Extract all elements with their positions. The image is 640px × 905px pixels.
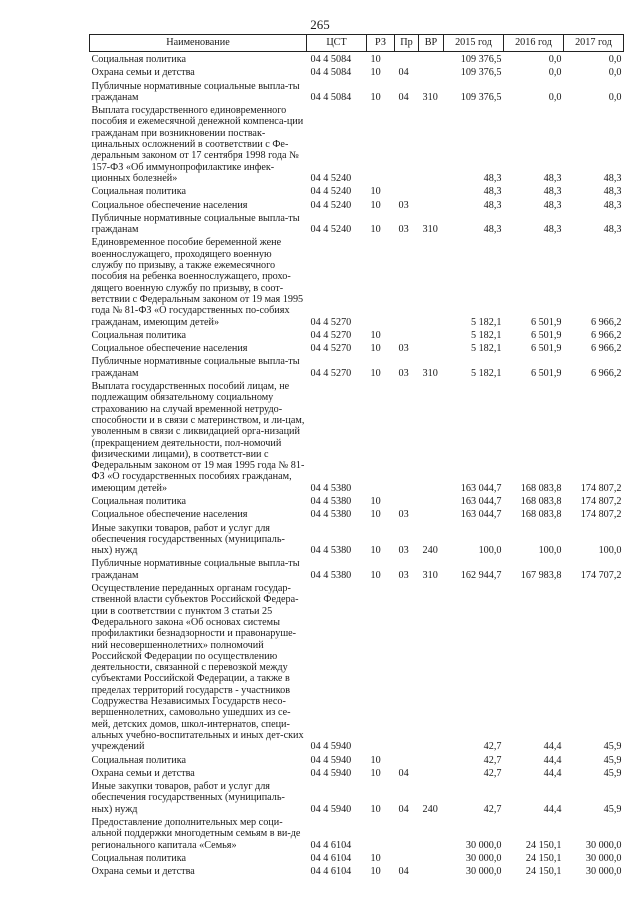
row-2015: 30 000,0 — [465, 839, 502, 851]
row-pr: 03 — [398, 545, 409, 557]
table-row — [90, 354, 624, 379]
row-cst: 04 4 5240 — [310, 172, 352, 184]
row-vr: 310 — [422, 91, 438, 103]
row-pr: 04 — [398, 803, 409, 815]
row-cst: 04 4 5240 — [310, 186, 352, 198]
row-2017: 48,3 — [603, 199, 622, 211]
row-2015: 163 044,7 — [460, 495, 502, 507]
table-row — [90, 864, 624, 877]
row-name: Выплата государственных пособий лицам, не подлежащим обязательному социальному страхованию на случай временной нетрудо-способности и в связи с материнством, и ли-цам, уволенным в связи с ликвидацией орга-низаций (прекращением деятельности, пол-номочий физическими лицами), в соответст-вии с Федеральным законом от 19 мая 1995 года № 81-ФЗ «О государственных пособиях гражданам, имеющим детей» — [91, 381, 305, 494]
row-cst: 04 4 5380 — [310, 569, 352, 581]
row-pr: 03 — [398, 199, 409, 211]
row-rz — [367, 103, 395, 184]
row-2017: 30 000,0 — [585, 866, 622, 878]
row-2016: 0,0 — [548, 91, 562, 103]
row-cst: 04 4 5270 — [310, 329, 352, 341]
row-rz: 10 — [370, 343, 381, 355]
row-2017: 30 000,0 — [585, 852, 622, 864]
row-name: Осуществление переданных органам государ-ственной власти субъектов Российской Федера-ции в соответствии с пунктом 3 статьи 25 Федерального закона «Об основах системы профилактики безнадзорности и правонаруше-ний несовершеннолетних» полномочий Российской Федерации по осуществлению деятельности, связанной с перевозкой между субъектами Российской Федерации, а также в пределах территорий государств - участников Содружества Независимых Государств несо-вершеннолетних, самовольно ушедших из се-мей, детских домов, школ-интернатов, специ-альных учебно-воспитательных и иных дет-ских учреждений — [91, 583, 304, 753]
row-2016: 24 150,1 — [525, 866, 562, 878]
row-vr — [419, 864, 444, 877]
row-cst: 04 4 6104 — [310, 852, 352, 864]
row-rz: 10 — [370, 67, 381, 79]
row-2015: 42,7 — [483, 741, 502, 753]
row-2015: 5 182,1 — [470, 329, 502, 341]
budget-table — [89, 34, 624, 877]
row-pr — [395, 328, 419, 341]
row-vr: 310 — [422, 569, 438, 581]
row-pr — [395, 103, 419, 184]
row-2015: 48,3 — [483, 186, 502, 198]
row-rz: 10 — [370, 509, 381, 521]
row-vr: 310 — [422, 224, 438, 236]
row-2015: 5 182,1 — [470, 316, 502, 328]
row-cst: 04 4 5084 — [310, 54, 352, 65]
row-cst: 04 4 5380 — [310, 509, 352, 521]
row-2016: 24 150,1 — [525, 839, 562, 851]
row-vr: 240 — [422, 545, 438, 557]
header-2015: 2015 год — [444, 35, 504, 52]
table-row — [90, 379, 624, 494]
row-name: Выплата государственного единовременного пособия и ежемесячной денежной компенса-ции гражданам при возникновении поствак-цинальных осложнений в соответствии с Фе-деральным законом от 17 сентября 1998 года № 157-ФЗ «Об иммунопрофилактике инфек-ционных болезней» — [91, 105, 304, 184]
row-pr: 03 — [398, 224, 409, 236]
row-2016: 6 501,9 — [530, 343, 562, 355]
row-name: Охрана семьи и детства — [91, 866, 195, 878]
row-cst: 04 4 5270 — [310, 367, 352, 379]
row-rz: 10 — [370, 186, 381, 198]
table-row — [90, 52, 624, 66]
row-name: Иные закупки товаров, работ и услуг для обеспечения государственных (муниципаль-ных) нужд — [91, 522, 285, 557]
row-rz: 10 — [370, 91, 381, 103]
row-2016: 6 501,9 — [530, 316, 562, 328]
row-pr — [395, 753, 419, 766]
row-pr: 04 — [398, 67, 409, 79]
row-name: Социальная политика — [91, 495, 187, 507]
header-pr: Пр — [395, 35, 419, 52]
row-2015: 163 044,7 — [460, 482, 502, 494]
table-row — [90, 103, 624, 184]
row-rz: 10 — [370, 866, 381, 878]
row-2016: 100,0 — [538, 545, 562, 557]
row-2015: 109 376,5 — [460, 91, 502, 103]
row-vr — [419, 103, 444, 184]
header-rz: РЗ — [367, 35, 395, 52]
row-pr — [395, 235, 419, 327]
row-rz: 10 — [370, 329, 381, 341]
row-2015: 5 182,1 — [470, 343, 502, 355]
row-pr — [395, 494, 419, 507]
row-rz: 10 — [370, 495, 381, 507]
table-row — [90, 79, 624, 104]
row-2015: 42,7 — [483, 754, 502, 766]
row-2015: 30 000,0 — [465, 866, 502, 878]
row-2017: 6 966,2 — [590, 329, 622, 341]
row-2016: 6 501,9 — [530, 329, 562, 341]
row-rz — [367, 815, 395, 851]
row-2017: 45,9 — [603, 741, 622, 753]
row-2016: 0,0 — [548, 67, 562, 79]
row-pr: 04 — [398, 866, 409, 878]
row-cst: 04 4 5380 — [310, 545, 352, 557]
row-rz: 10 — [370, 224, 381, 236]
row-name: Социальная политика — [91, 852, 187, 864]
page-number: 265 — [310, 17, 330, 32]
row-rz: 10 — [370, 367, 381, 379]
row-2016: 0,0 — [548, 54, 562, 65]
row-vr: 310 — [422, 367, 438, 379]
table-row — [90, 494, 624, 507]
row-pr — [395, 379, 419, 494]
row-cst: 04 4 5270 — [310, 316, 352, 328]
row-2016: 44,4 — [543, 754, 562, 766]
row-cst: 04 4 5240 — [310, 224, 352, 236]
row-2017: 174 807,2 — [580, 509, 622, 521]
row-pr — [395, 184, 419, 197]
row-cst: 04 4 5380 — [310, 482, 352, 494]
table-header-row — [90, 35, 624, 52]
row-2016: 44,4 — [543, 767, 562, 779]
row-2017: 48,3 — [603, 224, 622, 236]
row-vr — [419, 851, 444, 864]
row-2017: 0,0 — [608, 54, 622, 65]
row-name: Социальная политика — [91, 54, 187, 65]
header-2016: 2016 год — [504, 35, 564, 52]
row-name: Социальная политика — [91, 186, 187, 198]
row-cst: 04 4 5240 — [310, 199, 352, 211]
row-vr — [419, 52, 444, 66]
row-rz: 10 — [370, 199, 381, 211]
row-vr — [419, 184, 444, 197]
row-name: Социальное обеспечение населения — [91, 509, 248, 521]
row-2016: 6 501,9 — [530, 367, 562, 379]
row-vr — [419, 581, 444, 752]
table-row — [90, 235, 624, 327]
row-rz: 10 — [370, 54, 381, 65]
row-cst: 04 4 5380 — [310, 495, 352, 507]
row-name: Социальная политика — [91, 754, 187, 766]
row-name: Публичные нормативные социальные выпла-ты гражданам — [91, 80, 300, 103]
row-2017: 6 966,2 — [590, 343, 622, 355]
row-2016: 48,3 — [543, 186, 562, 198]
table-row — [90, 507, 624, 520]
header-cst: ЦСТ — [307, 35, 367, 52]
row-2017: 30 000,0 — [585, 839, 622, 851]
row-2017: 48,3 — [603, 172, 622, 184]
row-vr — [419, 507, 444, 520]
row-pr: 04 — [398, 767, 409, 779]
row-2016: 168 083,8 — [520, 509, 562, 521]
table-row — [90, 521, 624, 557]
table-row — [90, 65, 624, 78]
row-cst: 04 4 5084 — [310, 91, 352, 103]
row-2017: 48,3 — [603, 186, 622, 198]
row-rz — [367, 235, 395, 327]
row-vr — [419, 753, 444, 766]
row-2017: 0,0 — [608, 67, 622, 79]
row-cst: 04 4 6104 — [310, 839, 352, 851]
table-row — [90, 328, 624, 341]
row-2016: 168 083,8 — [520, 495, 562, 507]
row-name: Публичные нормативные социальные выпла-ты гражданам — [91, 212, 300, 236]
row-name: Охрана семьи и детства — [91, 67, 195, 79]
row-2015: 109 376,5 — [460, 54, 502, 65]
row-rz — [367, 379, 395, 494]
row-vr — [419, 341, 444, 354]
row-rz: 10 — [370, 569, 381, 581]
row-pr: 03 — [398, 367, 409, 379]
table-row — [90, 341, 624, 354]
row-pr — [395, 851, 419, 864]
row-name: Предоставление дополнительных мер соци-альной поддержки многодетным семьям в ви-де регионального капитала «Семья» — [91, 817, 301, 851]
row-rz: 10 — [370, 767, 381, 779]
header-name: Наименование — [90, 35, 307, 52]
row-2015: 5 182,1 — [470, 367, 502, 379]
row-2016: 44,4 — [543, 741, 562, 753]
row-2017: 6 966,2 — [590, 367, 622, 379]
row-2017: 174 807,2 — [580, 495, 622, 507]
row-pr: 03 — [398, 343, 409, 355]
row-vr — [419, 65, 444, 78]
row-2015: 48,3 — [483, 172, 502, 184]
table-row — [90, 198, 624, 211]
table-row — [90, 211, 624, 236]
row-2017: 6 966,2 — [590, 316, 622, 328]
row-cst: 04 4 5940 — [310, 741, 352, 753]
row-vr — [419, 379, 444, 494]
table-row — [90, 753, 624, 766]
row-2015: 100,0 — [478, 545, 502, 557]
row-name: Публичные нормативные социальные выпла-ты гражданам — [91, 558, 300, 581]
row-name: Социальное обеспечение населения — [91, 343, 248, 355]
table-row — [90, 556, 624, 581]
row-name: Публичные нормативные социальные выпла-ты гражданам — [91, 356, 300, 379]
row-2016: 48,3 — [543, 172, 562, 184]
row-vr — [419, 766, 444, 779]
row-vr — [419, 198, 444, 211]
row-2016: 44,4 — [543, 803, 562, 815]
row-pr: 03 — [398, 509, 409, 521]
row-pr: 04 — [398, 91, 409, 103]
table-row — [90, 581, 624, 752]
row-2017: 45,9 — [603, 767, 622, 779]
row-vr — [419, 494, 444, 507]
row-vr — [419, 235, 444, 327]
row-2015: 163 044,7 — [460, 509, 502, 521]
header-2017: 2017 год — [564, 35, 624, 52]
row-2016: 48,3 — [543, 199, 562, 211]
row-2017: 45,9 — [603, 803, 622, 815]
row-2016: 48,3 — [543, 224, 562, 236]
row-pr: 03 — [398, 569, 409, 581]
row-vr — [419, 815, 444, 851]
row-cst: 04 4 6104 — [310, 866, 352, 878]
row-2017: 0,0 — [608, 91, 622, 103]
table-row — [90, 766, 624, 779]
row-vr: 240 — [422, 803, 438, 815]
row-pr — [395, 581, 419, 752]
row-cst: 04 4 5270 — [310, 343, 352, 355]
row-2017: 45,9 — [603, 754, 622, 766]
row-2015: 30 000,0 — [465, 852, 502, 864]
row-2016: 24 150,1 — [525, 852, 562, 864]
row-name: Единовременное пособие беременной жене военнослужащего, проходящего военную службу по призыву, а также ежемесячного пособия на ребенка военнослужащего, прохо-дящего военную службу по призыву, в соот-ветствии с Федеральным законом от 19 мая 1995 года № 81-ФЗ «О государственных по-собиях гражданам, имеющим детей» — [91, 237, 304, 328]
header-vr: ВР — [419, 35, 444, 52]
row-2017: 174 807,2 — [580, 482, 622, 494]
row-name: Иные закупки товаров, работ и услуг для обеспечения государственных (муниципаль-ных) нужд — [91, 781, 285, 815]
row-2017: 100,0 — [598, 545, 622, 557]
row-pr — [395, 815, 419, 851]
row-2016: 167 983,8 — [520, 569, 562, 581]
table-row — [90, 815, 624, 851]
table-row — [90, 851, 624, 864]
row-cst: 04 4 5940 — [310, 754, 352, 766]
row-cst: 04 4 5084 — [310, 67, 352, 79]
row-2015: 48,3 — [483, 224, 502, 236]
row-vr — [419, 328, 444, 341]
row-2015: 162 944,7 — [460, 569, 502, 581]
row-2015: 42,7 — [483, 767, 502, 779]
row-cst: 04 4 5940 — [310, 803, 352, 815]
row-pr — [395, 52, 419, 66]
row-rz: 10 — [370, 754, 381, 766]
row-2015: 48,3 — [483, 199, 502, 211]
row-rz: 10 — [370, 803, 381, 815]
table-row — [90, 779, 624, 815]
row-cst: 04 4 5940 — [310, 767, 352, 779]
row-name: Социальное обеспечение населения — [91, 199, 248, 211]
row-2016: 168 083,8 — [520, 482, 562, 494]
row-rz — [367, 581, 395, 752]
row-rz: 10 — [370, 545, 381, 557]
table-row — [90, 184, 624, 197]
row-2017: 174 707,2 — [580, 569, 622, 581]
row-2015: 109 376,5 — [460, 67, 502, 79]
row-name: Охрана семьи и детства — [91, 767, 195, 779]
row-rz: 10 — [370, 852, 381, 864]
row-2015: 42,7 — [483, 803, 502, 815]
row-name: Социальная политика — [91, 329, 187, 341]
